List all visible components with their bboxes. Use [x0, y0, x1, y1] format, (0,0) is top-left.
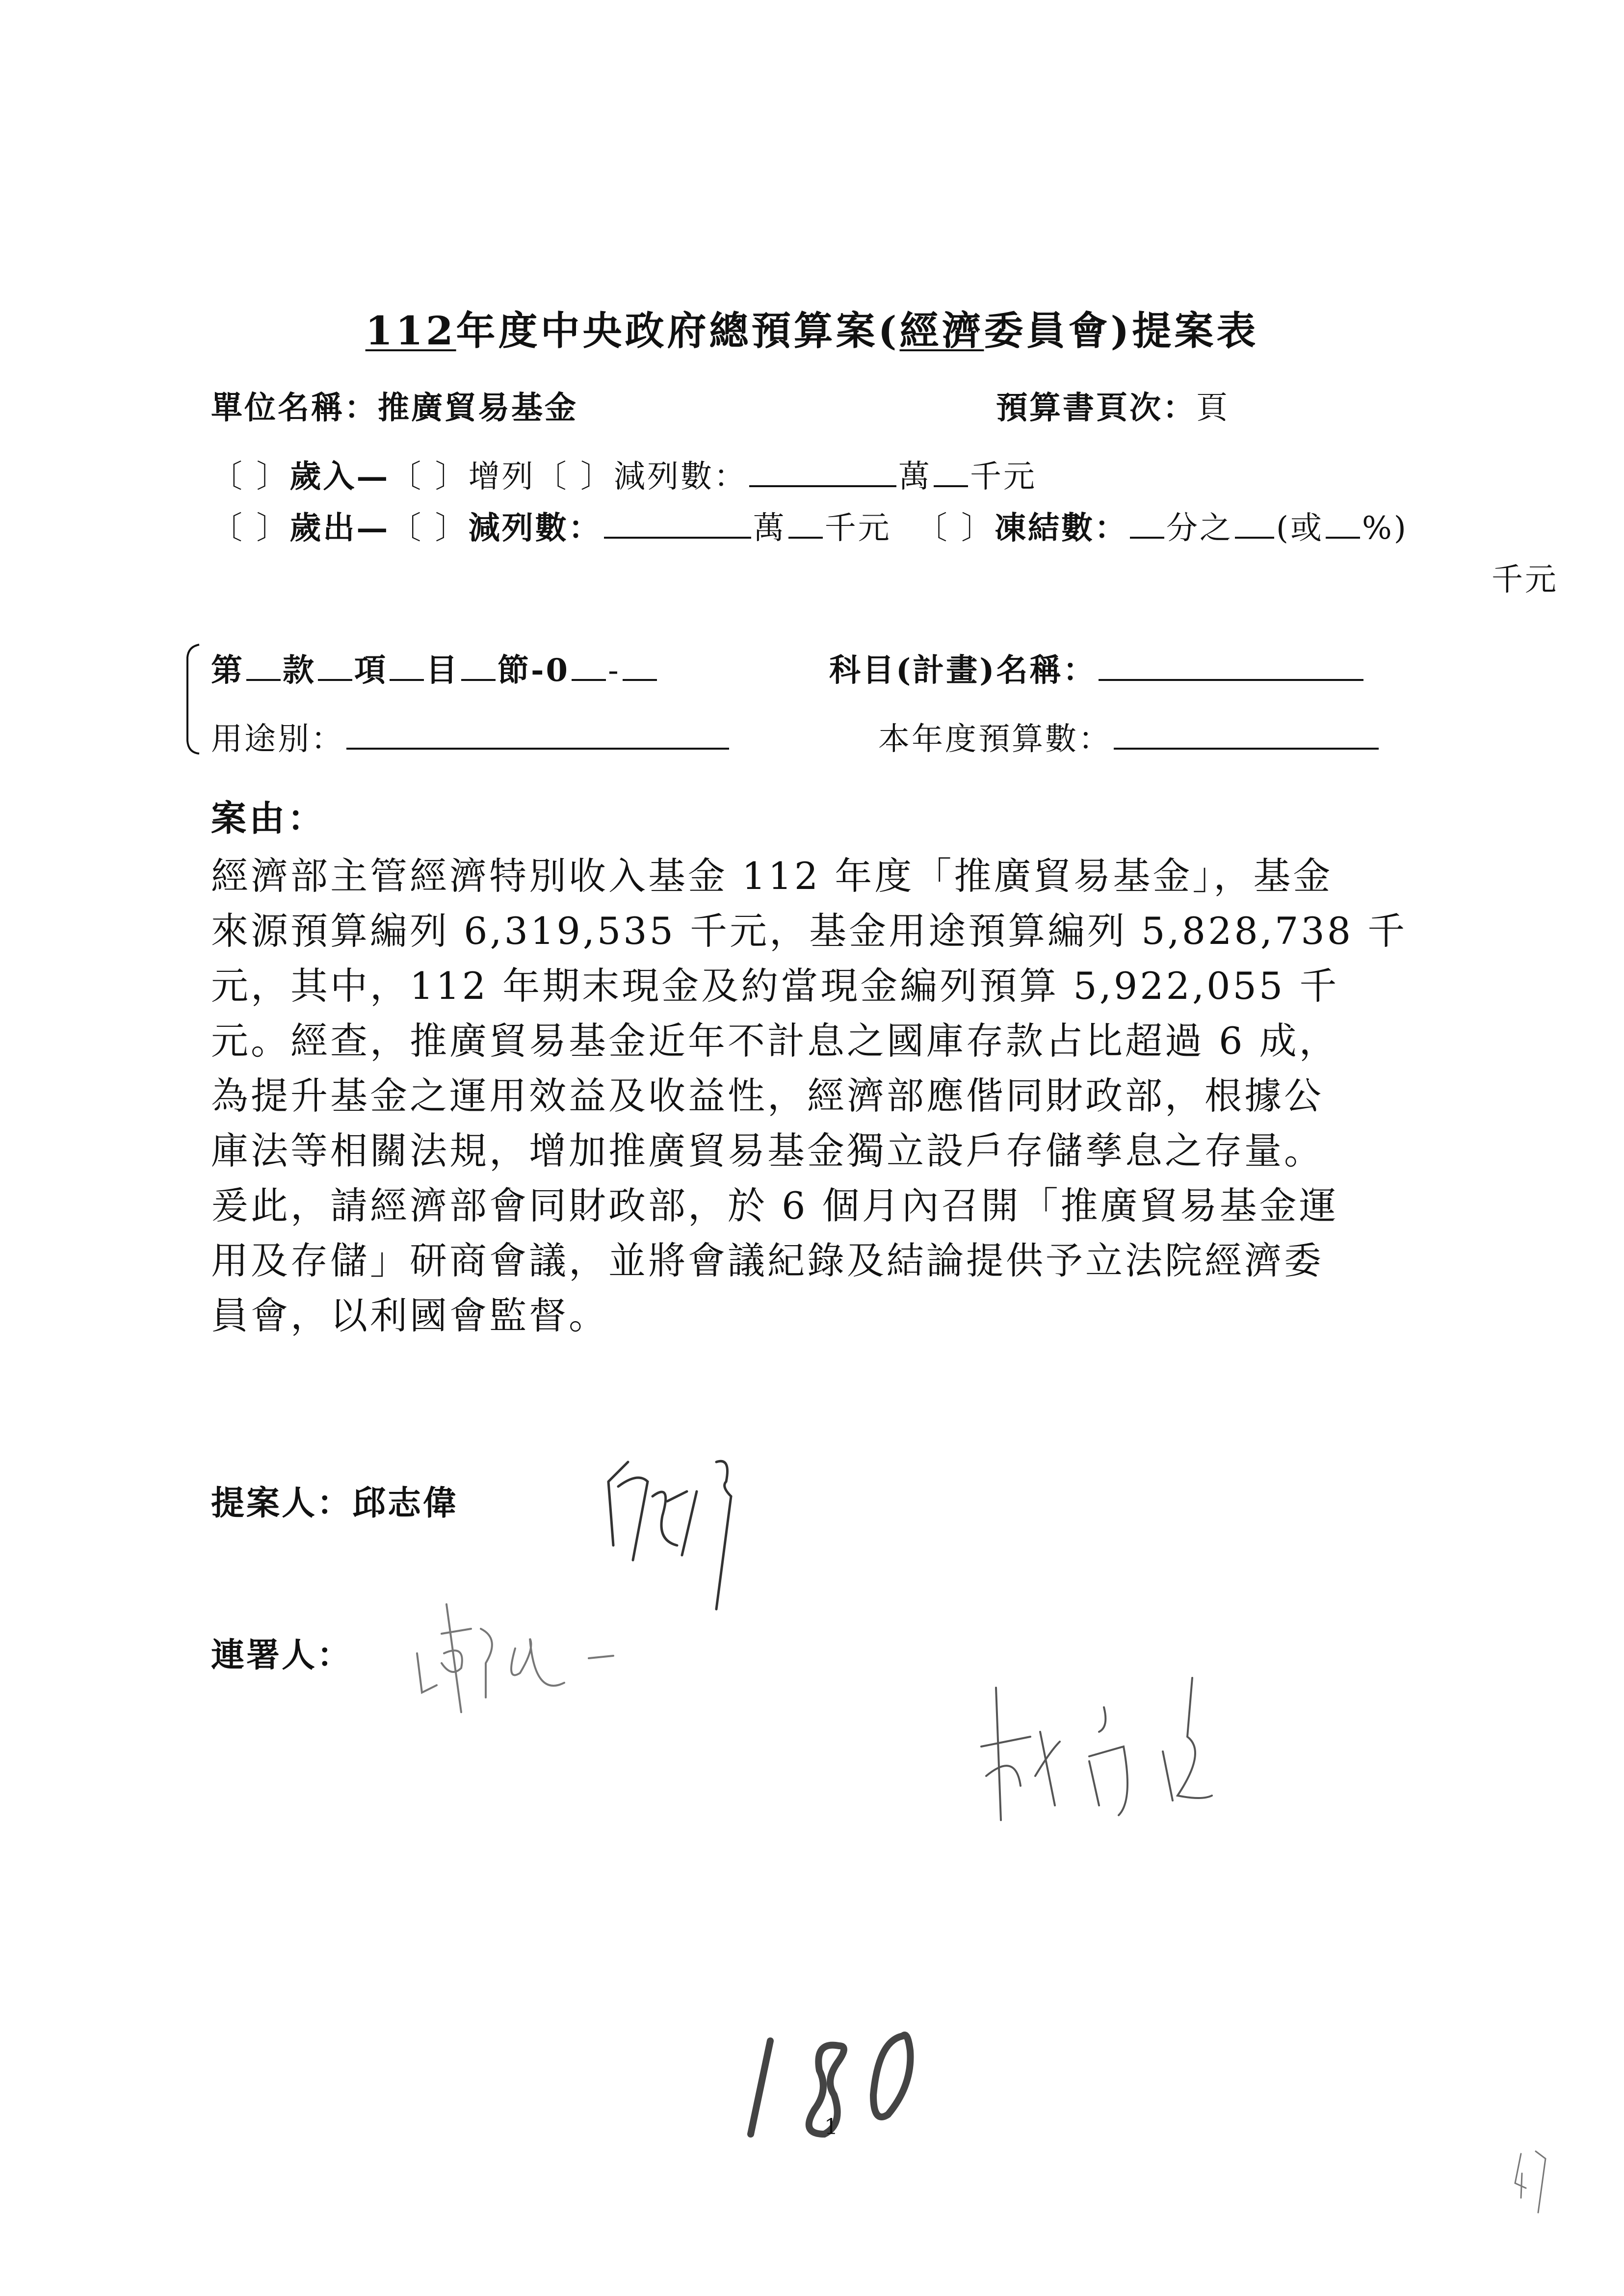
expense-qian-blank[interactable] [788, 508, 823, 539]
reason-line: 為提升基金之運用效益及收益性，經濟部應偕同財政部，根據公 [211, 1074, 1324, 1118]
reason-line: 員會，以利國會監督。 [211, 1294, 608, 1337]
wan-label: 萬 [898, 459, 932, 495]
budget-page-field [996, 383, 1230, 428]
title-middle: 年度中央政府總預算案( [456, 308, 900, 354]
proposer-name: 邱志偉 [352, 1484, 459, 1523]
page-number: 1 [824, 2114, 838, 2139]
subject-name-blank[interactable] [1099, 651, 1363, 681]
freeze-checkbox[interactable]: 〔 〕 [916, 510, 995, 547]
freeze-label: 凍結數： [995, 510, 1128, 547]
unit-name-value: 推廣貿易基金 [378, 390, 578, 426]
subject-name-field [829, 645, 1365, 690]
fen-zhi-label: 分之 [1166, 510, 1233, 547]
current-budget-blank[interactable] [1114, 719, 1379, 750]
proposer-field [211, 1477, 458, 1524]
or-label: (或 [1276, 510, 1324, 547]
usage-blank[interactable] [346, 719, 729, 750]
jie-sub2-blank[interactable] [623, 651, 657, 681]
subject-name-label: 科目(計畫)名稱： [829, 652, 1097, 689]
title-end: 委員會)提案表 [984, 308, 1259, 354]
wan-blank[interactable] [749, 457, 896, 487]
reason-line: 用及存儲」研商會議，並將會議紀錄及結論提供予立法院經濟委 [211, 1239, 1324, 1282]
usage-label: 用途別： [211, 721, 344, 757]
revenue-row [211, 451, 1037, 496]
jie-label: 節-0 [498, 652, 570, 689]
cosigner-signature-2 [976, 1678, 1330, 1825]
expense-label: 歲出— [289, 510, 390, 547]
title-committee: 經濟 [899, 308, 984, 354]
revenue-label: 歲入— [289, 458, 390, 495]
proposer-signature [599, 1442, 854, 1619]
freeze-numerator-blank[interactable] [1235, 508, 1274, 539]
reason-body [211, 849, 1457, 1343]
reason-line: 經濟部主管經濟特別收入基金 112 年度「推廣貿易基金」，基金 [211, 854, 1333, 898]
kuan-label: 款 [283, 652, 316, 689]
increase-label: 增列 [468, 459, 535, 495]
reason-line: 來源預算編列 6,319,535 千元，基金用途預算編列 5,828,738 千 [211, 909, 1408, 953]
decrease-label: 減列數： [614, 459, 748, 495]
budget-page-unit: 頁 [1196, 390, 1230, 426]
usage-field [211, 714, 731, 759]
freeze-denominator-blank[interactable] [1130, 508, 1164, 539]
reason-line: 元。經查，推廣貿易基金近年不計息之國庫存款占比超過 6 成， [211, 1019, 1339, 1063]
cosigner-signature-1 [407, 1599, 682, 1717]
revenue-checkbox[interactable]: 〔 〕 [211, 459, 290, 495]
expense-checkbox[interactable]: 〔 〕 [211, 510, 290, 547]
percent-label: %) [1362, 510, 1408, 547]
reason-line: 庫法等相關法規，增加推廣貿易基金獨立設戶存儲孳息之存量。 [211, 1129, 1324, 1173]
reason-line: 爰此，請經濟部會同財政部，於 6 個月內召開「推廣貿易基金運 [211, 1184, 1339, 1227]
budget-page-label: 預算書頁次： [996, 390, 1196, 426]
jie-blank[interactable] [461, 651, 496, 681]
xiang-label: 項 [354, 652, 388, 689]
increase-checkbox[interactable]: 〔 〕 [390, 459, 469, 495]
unit-name-field [211, 383, 578, 428]
expense-qian-yuan-label: 千元 [824, 510, 891, 547]
current-budget-field [878, 714, 1381, 759]
mu-blank[interactable] [390, 651, 424, 681]
qian-yuan-label: 千元 [970, 459, 1037, 495]
account-row [211, 645, 659, 690]
reason-line: 元，其中，112 年期末現金及約當現金編列預算 5,922,055 千 [211, 964, 1339, 1008]
mu-label: 目 [426, 652, 459, 689]
xiang-blank[interactable] [318, 651, 352, 681]
handwritten-corner-number [1511, 2149, 1560, 2218]
expense-row [211, 503, 1408, 548]
handwritten-stamp-number [736, 2026, 962, 2139]
current-budget-label: 本年度預算數： [878, 721, 1112, 757]
dash-label: - [608, 652, 621, 689]
qian-blank[interactable] [934, 457, 968, 487]
document-title [0, 299, 1624, 356]
proposer-label: 提案人： [211, 1484, 353, 1523]
title-year: 112 [365, 308, 456, 354]
unit-name-label: 單位名稱： [211, 390, 378, 426]
left-brace-icon [182, 643, 201, 756]
kuan-blank[interactable] [246, 651, 281, 681]
percent-blank[interactable] [1326, 508, 1360, 539]
expense-wan-blank[interactable] [604, 508, 751, 539]
expense-decrease-label: 減列數： [468, 510, 602, 547]
jie-sub-blank[interactable] [572, 651, 606, 681]
expense-decrease-checkbox[interactable]: 〔 〕 [390, 510, 469, 547]
di-label: 第 [211, 652, 244, 689]
decrease-checkbox[interactable]: 〔 〕 [535, 459, 614, 495]
reason-label: 案由： [211, 797, 326, 839]
cosigner-label: 連署人： [211, 1636, 353, 1675]
freeze-unit-label: 千元 [1492, 562, 1558, 598]
expense-wan-label: 萬 [753, 510, 786, 547]
